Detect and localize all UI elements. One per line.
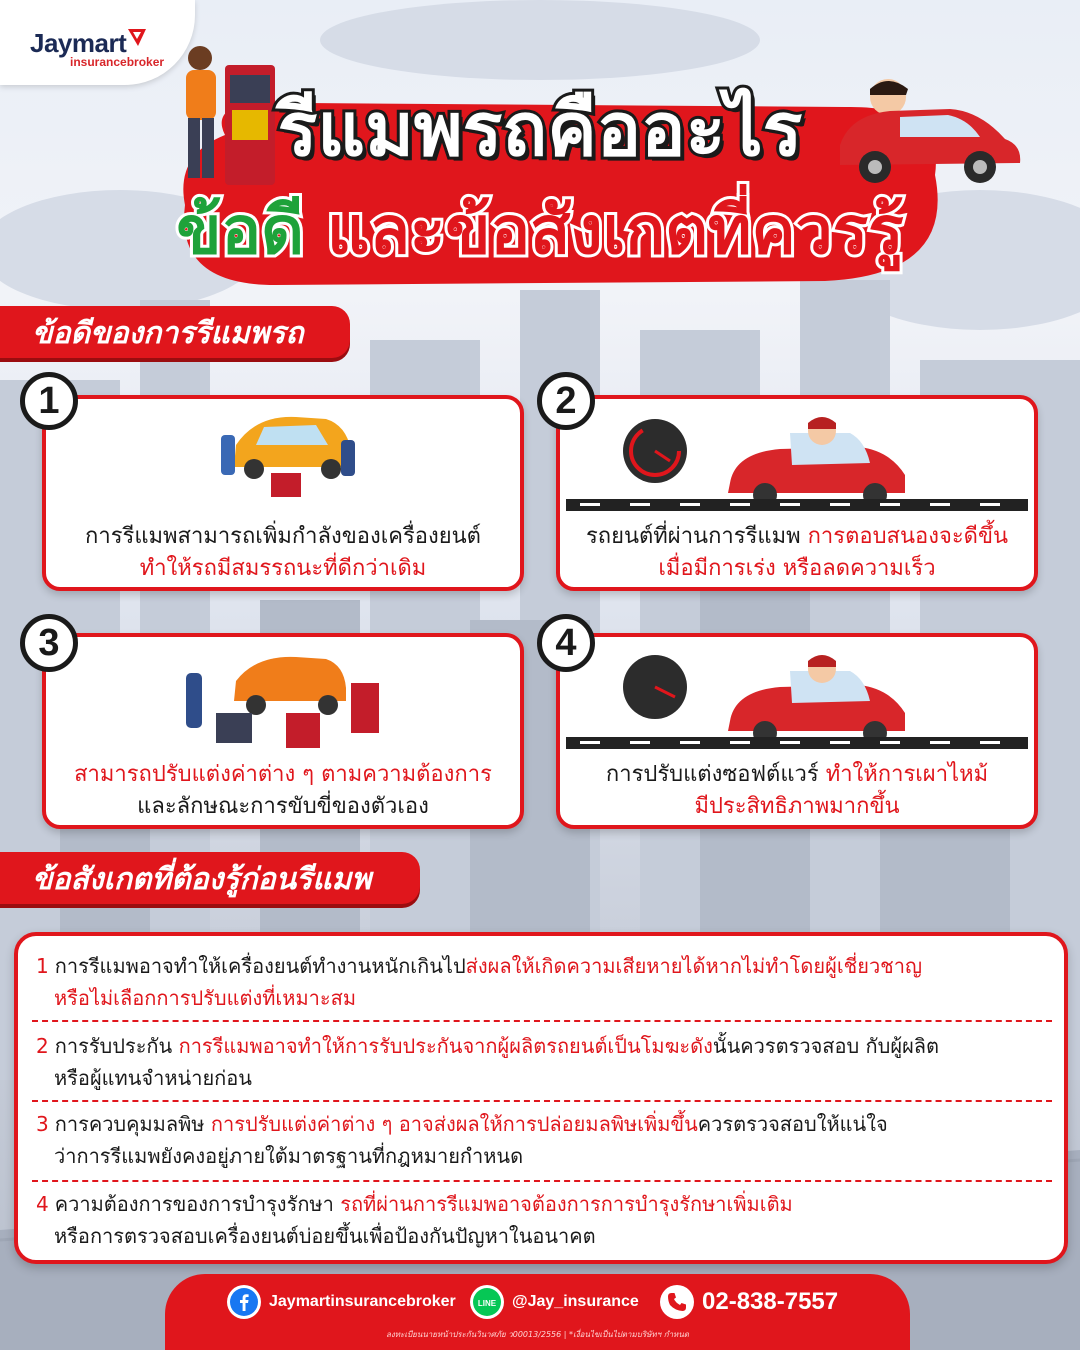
note-4-text: ความต้องการของการบำรุงรักษา <box>54 1192 341 1216</box>
note-1-text: การรีแมพอาจทำให้เครื่องยนต์ทำงานหนักเกินไป <box>54 954 466 978</box>
advantage-card-3 <box>42 633 524 829</box>
brand-name: Jaymart <box>30 28 127 58</box>
note-divider <box>32 1020 1052 1022</box>
card-number-3: 3 <box>20 614 78 672</box>
page-title: รีแมพรถคืออะไร <box>277 87 803 173</box>
card-number-1: 1 <box>20 372 78 430</box>
subtitle-red-part: และข้อสังเกตที่ควรรู้ <box>303 192 904 269</box>
card-1-text <box>46 521 520 585</box>
page-subtitle <box>0 178 1080 283</box>
note-2-number: 2 <box>36 1034 49 1058</box>
card-4-line-1-black: การปรับแต่งซอฟต์แวร์ <box>605 762 826 787</box>
phone-number: 02-838-7557 <box>702 1288 839 1315</box>
card-2-line-1-black: รถยนต์ที่ผ่านการรีแมพ <box>585 524 808 549</box>
note-3-text: การควบคุมมลพิษ <box>54 1112 211 1136</box>
notes-box <box>14 932 1068 1264</box>
note-divider <box>32 1100 1052 1102</box>
card-4-line-1 <box>560 759 1034 791</box>
note-item-3 <box>36 1108 1046 1172</box>
note-4-red: รถที่ผ่านการรีแมพอาจต้องการการบำรุงรักษาเพิ่มเติม <box>340 1192 793 1216</box>
facebook-link[interactable] <box>227 1284 456 1320</box>
brand-mark-icon <box>126 26 148 48</box>
card-3-text <box>46 759 520 823</box>
fuel-gauge-car-illustration <box>560 647 1034 751</box>
note-3-number: 3 <box>36 1112 49 1136</box>
card-3-line-1: สามารถปรับแต่งค่าต่าง ๆ ตามความต้องการ <box>74 762 492 787</box>
note-3-red: การปรับแต่งค่าต่าง ๆ อาจส่งผลให้การปล่อยมลพิษเพิ่มขึ้น <box>210 1112 698 1136</box>
note-item-2 <box>36 1030 1046 1094</box>
note-4-number: 4 <box>36 1192 49 1216</box>
phone-link[interactable] <box>660 1284 838 1320</box>
line-link[interactable] <box>470 1284 639 1320</box>
advantage-card-1 <box>42 395 524 591</box>
note-2-text: การรับประกัน <box>54 1034 179 1058</box>
car-repair-illustration <box>216 405 366 500</box>
note-2-tail: นั้นควรตรวจสอบ กับผู้ผลิต <box>712 1034 940 1058</box>
card-4-text <box>560 759 1034 823</box>
section-notes-heading: ข้อสังเกตที่ต้องรู้ก่อนรีแมพ <box>0 852 420 904</box>
note-item-4 <box>36 1188 1046 1252</box>
note-3-tail: ควรตรวจสอบให้แน่ใจ <box>697 1112 888 1136</box>
contact-footer <box>165 1274 910 1350</box>
car-tuning-illustration <box>176 643 386 753</box>
line-icon <box>470 1285 504 1319</box>
note-divider <box>32 1180 1052 1182</box>
svg-text:LINE: LINE <box>477 1299 497 1308</box>
note-2-red: การรีแมพอาจทำให้การรับประกันจากผู้ผลิตรถยนต์เป็นโมฆะดัง <box>178 1034 713 1058</box>
speedometer-car-illustration <box>560 413 1034 513</box>
card-4-line-2: มีประสิทธิภาพมากขึ้น <box>694 794 900 819</box>
note-4-continuation: หรือการตรวจสอบเครื่องยนต์บ่อยขึ้นเพื่อป้องกันปัญหาในอนาคต <box>54 1224 596 1248</box>
card-1-line-1: การรีแมพสามารถเพิ่มกำลังของเครื่องยนต์ <box>85 524 481 549</box>
facebook-icon <box>227 1285 261 1319</box>
card-2-line-2: เมื่อมีการเร่ง หรือลดความเร็ว <box>658 556 936 581</box>
facebook-handle: Jaymartinsurancebroker <box>269 1293 456 1310</box>
card-2-text <box>560 521 1034 585</box>
card-number-2: 2 <box>537 372 595 430</box>
line-handle: @Jay_insurance <box>512 1293 639 1310</box>
card-2-line-1-red: การตอบสนองจะดีขึ้น <box>807 524 1009 549</box>
brand-sub: insurancebroker <box>70 55 165 69</box>
note-3-continuation: ว่าการรีแมพยังคงอยู่ภายใต้มาตรฐานที่กฎหมายกำหนด <box>54 1144 524 1168</box>
card-2-line-1 <box>560 521 1034 553</box>
note-1-number: 1 <box>36 954 49 978</box>
advantage-card-2 <box>556 395 1038 591</box>
card-1-line-2: ทำให้รถมีสมรรถนะที่ดีกว่าเดิม <box>139 556 427 581</box>
card-3-line-2: และลักษณะการขับขี่ของตัวเอง <box>137 794 429 819</box>
card-4-line-1-red: ทำให้การเผาไหม้ <box>825 762 989 787</box>
advantage-card-4 <box>556 633 1038 829</box>
card-number-4: 4 <box>537 614 595 672</box>
phone-icon <box>660 1285 694 1319</box>
license-fine-print: ลงทะเบียนนายหน้าประกันวินาศภัย ว00013/2556 | *เงื่อนไขเป็นไปตามบริษัทฯ กำหนด <box>385 1330 689 1339</box>
note-item-1 <box>36 950 1046 1014</box>
subtitle-green-part: ข้อดี <box>176 192 304 269</box>
section-advantages-heading: ข้อดีของการรีแมพรถ <box>0 306 350 358</box>
note-1-red: ส่งผลให้เกิดความเสียหายได้หากไม่ทำโดยผู้เชี่ยวชาญ <box>465 954 923 978</box>
note-2-continuation: หรือผู้แทนจำหน่ายก่อน <box>54 1066 252 1090</box>
note-1-continuation: หรือไม่เลือกการปรับแต่งที่เหมาะสม <box>54 986 357 1010</box>
